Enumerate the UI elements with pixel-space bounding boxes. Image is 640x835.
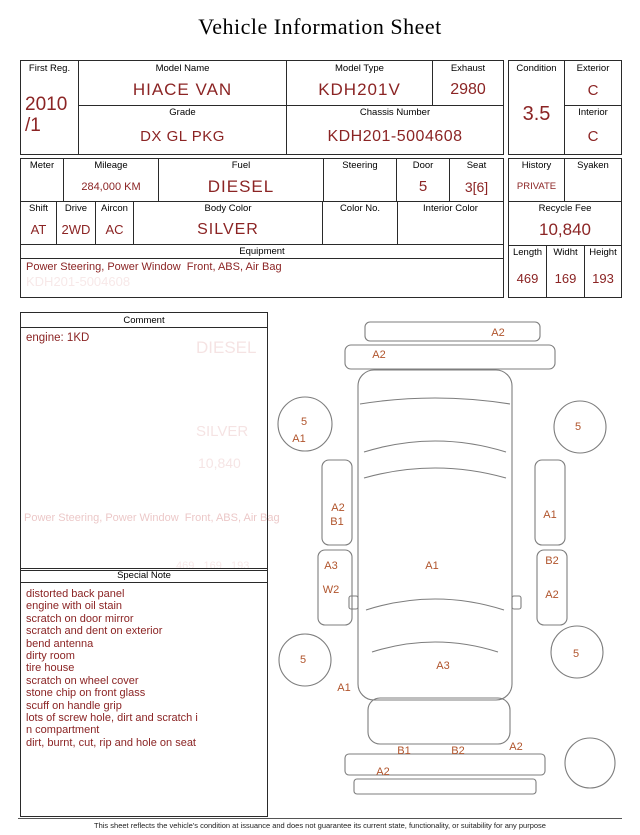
special-note-line: scratch on wheel cover xyxy=(26,674,139,687)
diagram-label-center: A1 xyxy=(425,560,439,572)
diagram-label-wheel-br: 5 xyxy=(572,648,580,660)
syaken-label: Syaken xyxy=(577,160,609,171)
exhaust-label: Exhaust xyxy=(450,62,486,74)
diagram-label-side-r2-a: B2 xyxy=(545,555,559,567)
front-bumper-bar-shape xyxy=(345,754,545,775)
aircon-label: Aircon xyxy=(96,202,134,215)
bleedthrough-text: 10,840 xyxy=(198,455,241,471)
door-label: Door xyxy=(397,159,450,172)
comment-box xyxy=(20,312,268,571)
diagram-label-side-r2-b: A2 xyxy=(545,589,559,601)
special-note-line: dirt, burnt, cut, rip and hole on seat xyxy=(26,736,196,749)
rear-window-line-1 xyxy=(364,441,506,452)
diagram-label-upper-panel: A2 xyxy=(372,349,386,361)
interior-color-label: Interior Color xyxy=(423,203,478,214)
chassis-number-value: KDH201-5004608 xyxy=(327,127,463,145)
exhaust-value: 2980 xyxy=(433,75,503,106)
spare-tire-shape xyxy=(565,738,615,788)
interior-label: Interior xyxy=(578,107,608,118)
condition-score: 3.5 xyxy=(509,75,565,154)
model-name-value: HIACE VAN xyxy=(79,75,287,106)
windshield-line-2 xyxy=(372,642,498,652)
right-mirror-shape xyxy=(512,596,521,609)
table-row xyxy=(21,172,503,202)
bleedthrough-text: SILVER xyxy=(196,423,249,440)
first-reg-value xyxy=(21,75,79,154)
model-type-label: Model Type xyxy=(287,61,433,75)
width-value: 169 xyxy=(547,259,585,297)
comment-label: Comment xyxy=(21,313,267,328)
diagram-label-wheel-tl: 5 xyxy=(300,416,308,428)
spec-table xyxy=(20,158,504,298)
body-color-value: SILVER xyxy=(134,215,323,244)
bleedthrough-text: DIESEL xyxy=(196,338,257,357)
table-row xyxy=(509,172,621,202)
diagram-label-top-panel: A2 xyxy=(491,327,505,339)
aircon-value: AC xyxy=(96,215,134,244)
special-note-line: scratch and dent on exterior xyxy=(26,625,163,638)
grade-label: Grade xyxy=(79,106,287,119)
drive-label: Drive xyxy=(57,202,96,215)
color-no-value xyxy=(323,215,398,244)
left-mirror-shape xyxy=(349,596,358,609)
comment-text: engine: 1KD xyxy=(26,332,90,344)
table-row xyxy=(21,202,503,215)
body-color-label: Body Color xyxy=(134,202,323,215)
recycle-fee-label: Recycle Fee xyxy=(538,203,592,214)
diagram-labels xyxy=(292,327,581,778)
syaken-value xyxy=(565,172,621,201)
steering-label: Steering xyxy=(324,159,397,172)
table-row xyxy=(509,202,621,215)
interior-grade: C xyxy=(587,128,599,145)
fuel-value: DIESEL xyxy=(159,172,324,201)
shift-value: AT xyxy=(21,215,57,244)
car-diagram-shapes xyxy=(278,322,615,794)
meter-value xyxy=(21,172,64,201)
equipment-label: Equipment xyxy=(239,246,285,257)
steering-value xyxy=(324,172,397,201)
meter-label: Meter xyxy=(21,159,64,172)
first-reg-month: /1 xyxy=(25,114,41,136)
diagram-label-body-bl: A1 xyxy=(337,682,351,694)
first-reg-year: 2010 xyxy=(25,93,68,115)
special-note-line: distorted back panel xyxy=(26,588,125,600)
table-row xyxy=(21,215,503,245)
windshield-line-1 xyxy=(366,599,504,610)
special-note-list xyxy=(21,583,267,749)
diagram-label-wheel-bl: 5 xyxy=(299,654,307,666)
condition-label: Condition xyxy=(509,61,565,75)
model-name-label: Model Name xyxy=(79,61,287,75)
diagram-label-front-b1: B1 xyxy=(397,745,411,757)
fuel-label: Fuel xyxy=(159,159,324,172)
special-note-box xyxy=(20,568,268,817)
car-body-outline xyxy=(358,370,512,700)
seat-value: 3[6] xyxy=(464,178,489,195)
door-value: 5 xyxy=(397,172,450,201)
history-table xyxy=(508,158,622,298)
special-note-line: n compartment xyxy=(26,724,100,737)
drive-value: 2WD xyxy=(57,215,96,244)
vehicle-damage-diagram xyxy=(268,312,632,812)
table-row xyxy=(509,159,621,172)
special-note-line: stone chip on front glass xyxy=(26,687,146,700)
special-note-line: bend antenna xyxy=(26,637,94,650)
table-row xyxy=(21,259,503,297)
equipment-value: Power Steering, Power Window Front, ABS, Air Bag xyxy=(26,261,282,273)
height-label: Height xyxy=(589,247,617,258)
width-label: Widht xyxy=(547,246,585,259)
length-label: Length xyxy=(509,246,547,259)
exterior-grade: C xyxy=(565,75,621,106)
diagram-label-front-b2: B2 xyxy=(451,745,465,757)
mileage-value: 284,000 KM xyxy=(64,172,159,201)
bleedthrough-text: Power Steering, Power Window Front, ABS, Air Bag xyxy=(24,512,280,524)
chassis-number-label: Chassis Number xyxy=(359,107,431,118)
diagram-label-side-l2-b: W2 xyxy=(322,584,340,596)
special-note-line: dirty room xyxy=(26,650,75,663)
diagram-label-side-l2-a: A3 xyxy=(324,560,338,572)
table-row xyxy=(509,246,621,259)
front-lower-strip-shape xyxy=(354,779,536,794)
footer-disclaimer: This sheet reflects the vehicle's condition at issuance and does not guarantee its current state, functionality, or suitability for any purpose xyxy=(94,821,546,830)
exterior-label: Exterior xyxy=(576,62,610,74)
rear-window-line-2 xyxy=(364,468,506,478)
registration-table xyxy=(20,60,504,155)
recycle-fee-value: 10,840 xyxy=(539,220,591,239)
special-note-line: engine with oil stain xyxy=(26,600,123,613)
diagram-label-front-a2: A2 xyxy=(509,741,523,753)
length-value: 469 xyxy=(509,259,547,297)
table-row xyxy=(21,245,503,259)
footer-divider xyxy=(18,818,622,819)
color-no-label: Color No. xyxy=(323,202,398,215)
top-panel-shape xyxy=(365,322,540,341)
special-note-line: lots of screw hole, dirt and scratch i xyxy=(26,712,198,725)
rear-roofline xyxy=(360,398,510,404)
diagram-label-side-r1: A1 xyxy=(543,509,557,521)
special-note-line: scuff on handle grip xyxy=(26,699,122,712)
table-row xyxy=(509,259,621,297)
diagram-label-side-l1-a: A2 xyxy=(331,502,345,514)
grading-table xyxy=(508,60,622,155)
history-value: PRIVATE xyxy=(509,172,565,201)
page-title: Vehicle Information Sheet xyxy=(198,14,442,39)
mileage-label: Mileage xyxy=(64,159,159,172)
bleedthrough-text: 469 169 193 xyxy=(176,560,250,572)
diagram-label-hood: A3 xyxy=(436,660,450,672)
history-label: History xyxy=(509,159,565,172)
shift-label: Shift xyxy=(21,202,57,215)
model-type-value: KDH201V xyxy=(287,75,433,106)
special-note-line: tire house xyxy=(26,662,75,675)
table-row xyxy=(509,215,621,246)
special-note-label: Special Note xyxy=(21,569,267,583)
special-note-line: scratch on door mirror xyxy=(26,612,134,625)
bleedthrough-text: KDH201-5004608 xyxy=(26,274,131,289)
table-row xyxy=(21,159,503,172)
diagram-label-side-l1-b: B1 xyxy=(330,516,344,528)
diagram-label-front-bumper: A2 xyxy=(376,766,390,778)
right-panel-upper-shape xyxy=(535,460,565,545)
grade-value: DX GL PKG xyxy=(79,119,287,154)
interior-color-value xyxy=(398,215,503,244)
height-value: 193 xyxy=(592,270,614,286)
diagram-label-wheel-tl-fender: A1 xyxy=(292,433,306,445)
first-reg-label: First Reg. xyxy=(21,61,79,75)
seat-label: Seat xyxy=(466,160,487,171)
diagram-label-wheel-tr: 5 xyxy=(574,421,582,433)
front-panel-shape xyxy=(368,698,510,744)
